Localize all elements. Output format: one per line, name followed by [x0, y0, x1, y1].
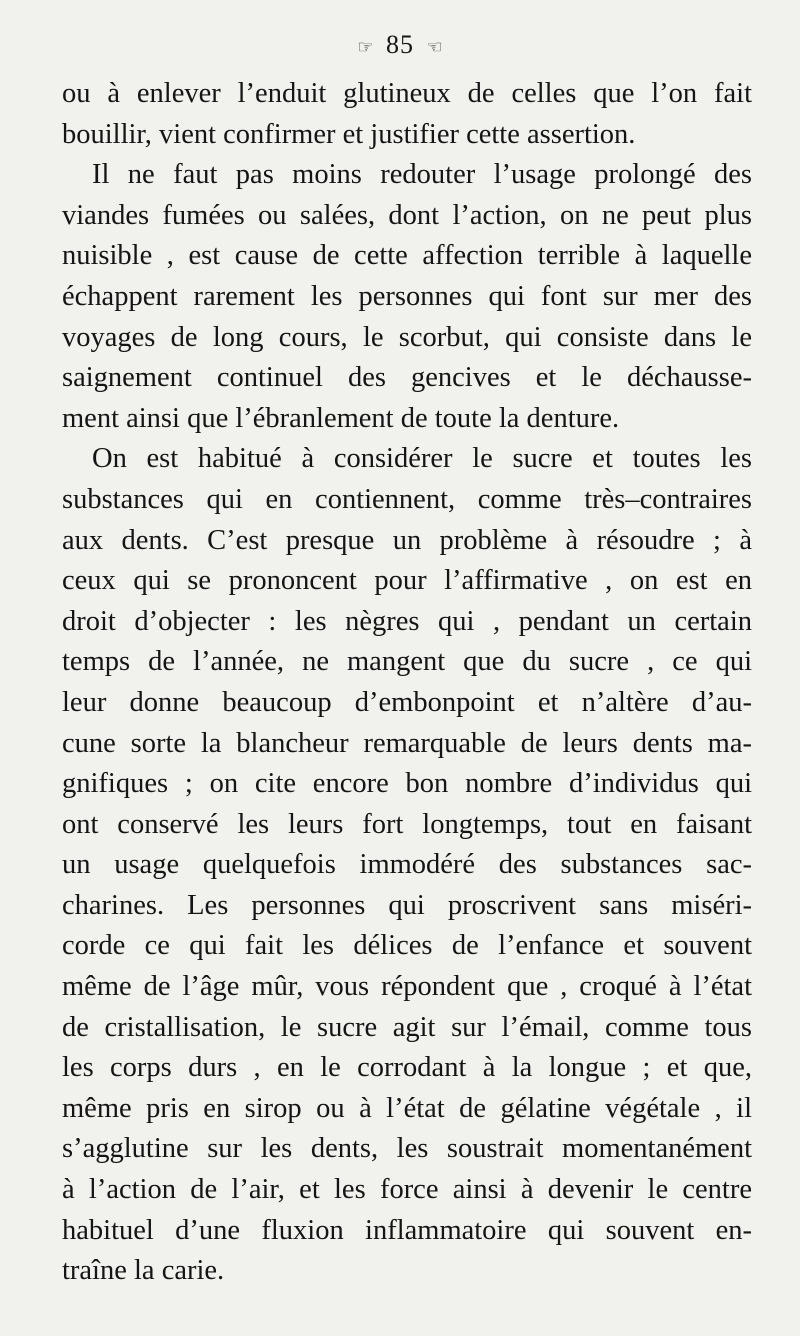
text-line: substances qui en contiennent, comme très–contraires — [62, 483, 752, 515]
text-line: même pris en sirop ou à l’état de gélatine végétale , il — [62, 1092, 752, 1124]
text-line: Il ne faut pas moins redouter l’usage prolongé des — [92, 159, 752, 191]
text-line: charines. Les personnes qui proscrivent sans miséri- — [62, 889, 752, 921]
body-text — [62, 74, 752, 1292]
text-line: cune sorte la blancheur remarquable de leurs dents ma- — [62, 727, 752, 759]
text-line: leur donne beaucoup d’embonpoint et n’altère d’au- — [62, 686, 752, 718]
page-header — [0, 28, 800, 64]
text-line: saignement continuel des gencives et le déchausse- — [62, 362, 752, 394]
text-line: viandes fumées ou salées, dont l’action, on ne peut plus — [62, 199, 752, 231]
text-line: voyages de long cours, le scorbut, qui consiste dans le — [62, 321, 752, 353]
text-line: nuisible , est cause de cette affection terrible à laquelle — [62, 240, 752, 272]
text-line: droit d’objecter : les nègres qui , pendant un certain — [62, 605, 752, 637]
text-line: corde ce qui fait les délices de l’enfance et souvent — [62, 930, 752, 962]
text-line: échappent rarement les personnes qui font sur mer des — [62, 280, 752, 312]
text-line: temps de l’année, ne mangent que du sucre , ce qui — [62, 646, 752, 678]
text-line: même de l’âge mûr, vous répondent que , croqué à l’état — [62, 971, 752, 1003]
text-line: un usage quelquefois immodéré des substances sac- — [62, 849, 752, 881]
text-line: ceux qui se prononcent pour l’affirmative , on est en — [62, 565, 752, 597]
text-line: aux dents. C’est presque un problème à résoudre ; à — [62, 524, 752, 556]
text-line: gnifiques ; on cite encore bon nombre d’individus qui — [62, 768, 752, 800]
text-line: ou à enlever l’enduit glutineux de celles que l’on fait — [62, 78, 752, 109]
text-line: traîne la carie. — [62, 1255, 225, 1287]
pointing-hand-left-ornament-icon: ☞ — [357, 37, 374, 58]
page-number: 85 — [386, 30, 414, 59]
text-line: les corps durs , en le corrodant à la longue ; et que, — [62, 1052, 752, 1084]
pointing-hand-right-ornament-icon: ☜ — [426, 37, 443, 58]
text-line: ment ainsi que l’ébranlement de toute la denture. — [62, 402, 620, 434]
text-line: s’agglutine sur les dents, les soustrait momentanément — [62, 1133, 752, 1165]
text-line: à l’action de l’air, et les force ainsi à devenir le centre — [62, 1174, 752, 1206]
text-line: de cristallisation, le sucre agit sur l’émail, comme tous — [62, 1011, 752, 1043]
text-line: bouillir, vient confirmer et justifier cette assertion. — [62, 118, 636, 150]
text-line: On est habitué à considérer le sucre et toutes les — [92, 443, 752, 475]
text-line: habituel d’une fluxion inflammatoire qui souvent en- — [62, 1214, 752, 1246]
text-line: ont conservé les leurs fort longtemps, tout en faisant — [62, 808, 752, 840]
